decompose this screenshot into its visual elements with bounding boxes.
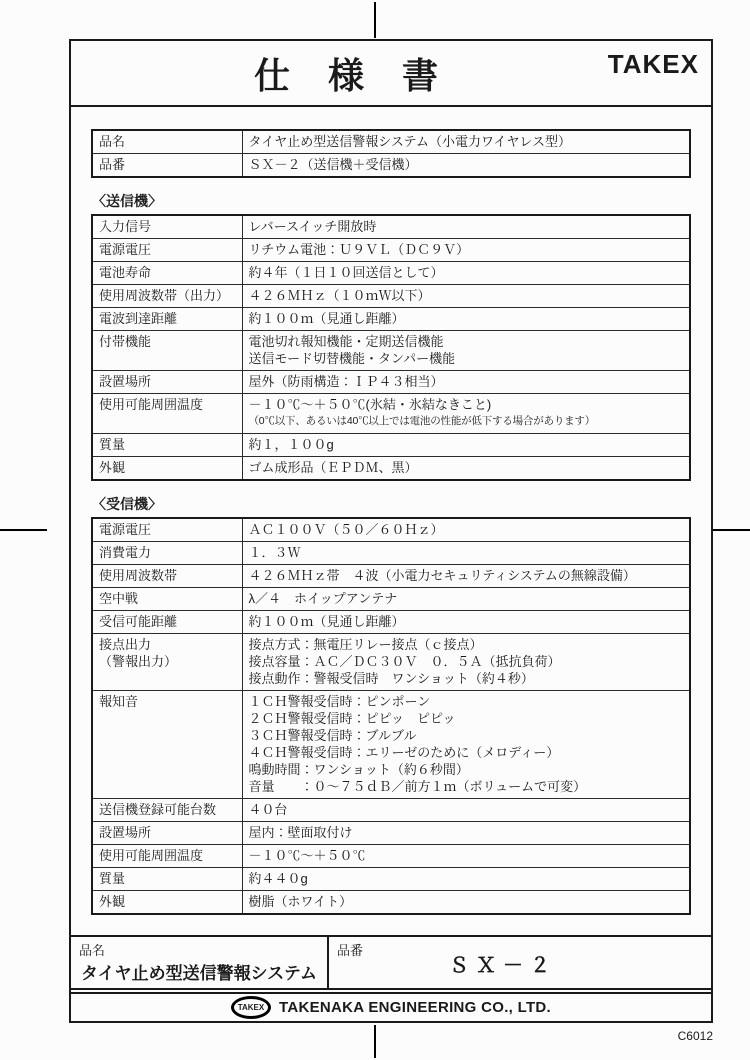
- spec-row: [92, 565, 690, 588]
- spec-value: ゴム成形品（ＥＰＤＭ、黒）: [242, 457, 690, 481]
- spec-value: １．３Ｗ: [242, 542, 690, 565]
- spec-label: 付帯機能: [92, 331, 242, 371]
- crop-mark-bottom: [374, 1025, 376, 1058]
- spec-label: 受信可能距離: [92, 611, 242, 634]
- spec-row: [92, 154, 690, 178]
- title-block-table: [69, 935, 713, 990]
- spec-row: [92, 285, 690, 308]
- spec-row: [92, 239, 690, 262]
- spec-value: リチウム電池：Ｕ９ＶＬ（ＤＣ９Ｖ）: [242, 239, 690, 262]
- spec-row: [92, 518, 690, 542]
- takex-brand-logo: TAKEX: [607, 49, 699, 79]
- spec-value: 電池切れ報知機能・定期送信機能 送信モード切替機能・タンパー機能: [242, 331, 690, 371]
- spec-label: 設置場所: [92, 822, 242, 845]
- spec-value: レバースイッチ開放時: [242, 215, 690, 239]
- spec-label: 入力信号: [92, 215, 242, 239]
- crop-mark-left: [0, 529, 47, 531]
- spec-row: [92, 331, 690, 371]
- spec-value: 屋外（防雨構造：ＩＰ４３相当）: [242, 371, 690, 394]
- spec-value: 約４４０g: [242, 868, 690, 891]
- page-title: 仕 様 書: [253, 54, 452, 96]
- spec-row: [92, 691, 690, 799]
- spec-label: 品名: [92, 130, 242, 154]
- product-number: ＳＸ－２: [449, 955, 557, 977]
- receiver-section-heading: 〈受信機〉: [92, 496, 162, 512]
- spec-label: 使用可能周囲温度: [92, 394, 242, 434]
- spec-label: 使用周波数帯（出力）: [92, 285, 242, 308]
- spec-label: 消費電力: [92, 542, 242, 565]
- spec-value: 屋内：壁面取付け: [242, 822, 690, 845]
- takex-oval-logo-text: TAKEX: [237, 1003, 265, 1012]
- spec-value: タイヤ止め型送信警報システム（小電力ワイヤレス型）: [242, 130, 690, 154]
- spec-value: －１０℃～＋５０℃(氷結・氷結なきこと) （0℃以下、あるいは40℃以上では電池の性能が低下する場合があります）: [242, 394, 690, 434]
- spec-label: 使用可能周囲温度: [92, 845, 242, 868]
- spec-value: ４０台: [242, 799, 690, 822]
- spec-label: 外観: [92, 457, 242, 481]
- spec-value: 樹脂（ホワイト）: [242, 891, 690, 915]
- spec-label: 空中戦: [92, 588, 242, 611]
- number-label: 品番: [337, 943, 364, 958]
- spec-row: [92, 542, 690, 565]
- company-name: TAKENAKA ENGINEERING CO., LTD.: [278, 999, 552, 1016]
- spec-label: 電池寿命: [92, 262, 242, 285]
- spec-label: 質量: [92, 434, 242, 457]
- spec-value: ４２６ＭＨｚ（１０ｍＷ以下）: [242, 285, 690, 308]
- document-code: C6012: [677, 1029, 713, 1043]
- spec-row: [92, 371, 690, 394]
- transmitter-section-heading: 〈送信機〉: [92, 193, 162, 209]
- spec-row: [92, 215, 690, 239]
- spec-value: １ＣＨ警報受信時：ピンポーン ２ＣＨ警報受信時：ピピッ ピピッ ３ＣＨ警報受信時：ブルブル ４ＣＨ警報受信時：エリーゼのために（メロディー） 鳴動時間：ワンショット（約６秒間） 音量 ：０～７５ｄＢ／前方１ｍ（ボリュームで可変）: [242, 691, 690, 799]
- spec-value: ４２６ＭＨｚ帯 ４波（小電力セキュリティシステムの無線設備）: [242, 565, 690, 588]
- product-name: タイヤ止め型送信警報システム: [81, 964, 317, 983]
- spec-row: [92, 799, 690, 822]
- product-id-table: [91, 129, 691, 178]
- spec-value: 約１００ｍ（見通し距離）: [242, 308, 690, 331]
- spec-row: [92, 308, 690, 331]
- spec-value: 約４年（１日１０回送信として）: [242, 262, 690, 285]
- spec-row: [92, 845, 690, 868]
- spec-value: ＳＸ－２（送信機＋受信機）: [242, 154, 690, 178]
- spec-label: 質量: [92, 868, 242, 891]
- spec-label: 電波到達距離: [92, 308, 242, 331]
- spec-row: [92, 588, 690, 611]
- receiver-spec-table: [91, 517, 691, 915]
- spec-label: 使用周波数帯: [92, 565, 242, 588]
- spec-row: [92, 262, 690, 285]
- transmitter-spec-table: [91, 214, 691, 481]
- takex-oval-logo-icon: [231, 996, 271, 1019]
- spec-row: [92, 891, 690, 915]
- spec-value: 約１００ｍ（見通し距離）: [242, 611, 690, 634]
- spec-value: 約１，１００g: [242, 434, 690, 457]
- spec-row: [92, 394, 690, 434]
- spec-value: 接点方式：無電圧リレー接点（ｃ接点） 接点容量：ＡＣ／ＤＣ３０Ｖ ０．５Ａ（抵抗負荷） 接点動作：警報受信時 ワンショット（約４秒）: [242, 634, 690, 691]
- title-block-number-cell: [329, 937, 711, 988]
- name-label: 品名: [79, 943, 106, 958]
- company-footer-bar: [69, 992, 713, 1023]
- spec-row: [92, 868, 690, 891]
- spec-row: [92, 822, 690, 845]
- spec-label: 設置場所: [92, 371, 242, 394]
- spec-label: 電源電圧: [92, 518, 242, 542]
- spec-row: [92, 130, 690, 154]
- spec-label: 品番: [92, 154, 242, 178]
- crop-mark-top: [374, 2, 376, 38]
- spec-content: [71, 129, 711, 915]
- spec-row: [92, 434, 690, 457]
- title-bar: [71, 41, 711, 107]
- spec-label: 電源電圧: [92, 239, 242, 262]
- spec-value: －１０℃～＋５０℃: [242, 845, 690, 868]
- spec-row: [92, 611, 690, 634]
- spec-label: 送信機登録可能台数: [92, 799, 242, 822]
- spec-row: [92, 457, 690, 481]
- sheet-border: [69, 39, 713, 1023]
- spec-label: 外観: [92, 891, 242, 915]
- spec-row: [92, 634, 690, 691]
- spec-label: 報知音: [92, 691, 242, 799]
- spec-value: ＡＣ１００Ｖ（５０／６０Ｈｚ）: [242, 518, 690, 542]
- title-block-name-cell: [71, 937, 329, 988]
- spec-value: λ／４ ホイップアンテナ: [242, 588, 690, 611]
- spec-label: 接点出力 （警報出力）: [92, 634, 242, 691]
